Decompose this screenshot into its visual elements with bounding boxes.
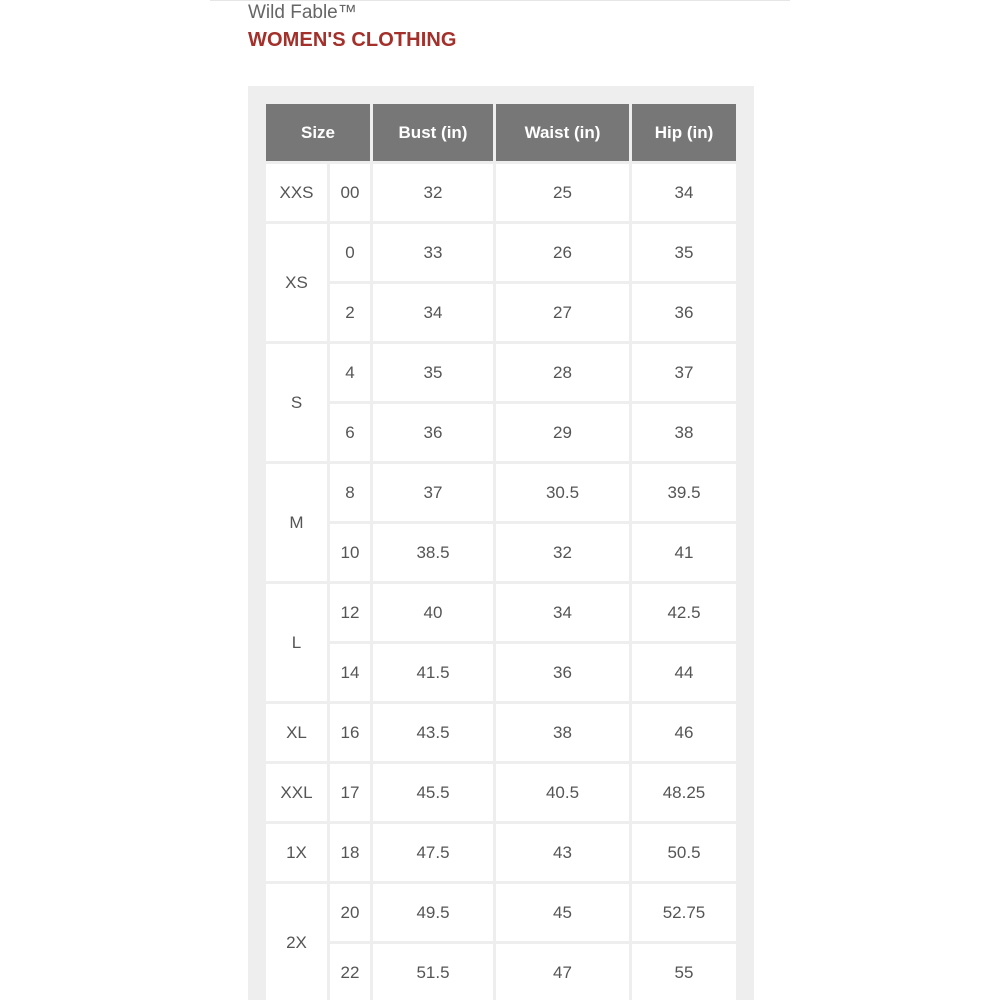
waist-cell: 26: [496, 224, 629, 281]
hip-cell: 44: [632, 644, 736, 701]
table-row: [266, 824, 736, 881]
waist-cell: 45: [496, 884, 629, 941]
size-table: [263, 101, 739, 1000]
category-title: WOMEN'S CLOTHING: [248, 29, 457, 51]
table-row: [266, 704, 736, 761]
waist-cell: 38: [496, 704, 629, 761]
numeric-size-cell: 00: [330, 164, 370, 221]
size-table-header-row: [266, 104, 736, 161]
bust-cell: 49.5: [373, 884, 493, 941]
numeric-size-cell: 10: [330, 524, 370, 581]
numeric-size-cell: 14: [330, 644, 370, 701]
hip-cell: 48.25: [632, 764, 736, 821]
numeric-size-cell: 20: [330, 884, 370, 941]
table-row: [266, 164, 736, 221]
hip-cell: 35: [632, 224, 736, 281]
brand-name: Wild Fable™: [248, 2, 357, 23]
bust-cell: 51.5: [373, 944, 493, 1000]
numeric-size-cell: 16: [330, 704, 370, 761]
table-row: [266, 764, 736, 821]
table-row: [266, 584, 736, 641]
column-header-bust: Bust (in): [373, 104, 493, 161]
top-divider: [210, 0, 790, 1]
numeric-size-cell: 17: [330, 764, 370, 821]
hip-cell: 55: [632, 944, 736, 1000]
bust-cell: 32: [373, 164, 493, 221]
bust-cell: 43.5: [373, 704, 493, 761]
size-label-cell: L: [266, 584, 327, 701]
hip-cell: 37: [632, 344, 736, 401]
column-header-size: Size: [266, 104, 370, 161]
table-row: [266, 404, 736, 461]
size-label-cell: XL: [266, 704, 327, 761]
table-row: [266, 224, 736, 281]
bust-cell: 36: [373, 404, 493, 461]
table-row: [266, 644, 736, 701]
hip-cell: 42.5: [632, 584, 736, 641]
waist-cell: 40.5: [496, 764, 629, 821]
bust-cell: 37: [373, 464, 493, 521]
column-header-waist: Waist (in): [496, 104, 629, 161]
size-label-cell: XXL: [266, 764, 327, 821]
hip-cell: 52.75: [632, 884, 736, 941]
bust-cell: 41.5: [373, 644, 493, 701]
bust-cell: 45.5: [373, 764, 493, 821]
size-label-cell: XXS: [266, 164, 327, 221]
waist-cell: 32: [496, 524, 629, 581]
hip-cell: 50.5: [632, 824, 736, 881]
waist-cell: 29: [496, 404, 629, 461]
size-label-cell: 2X: [266, 884, 327, 1000]
hip-cell: 41: [632, 524, 736, 581]
table-row: [266, 944, 736, 1000]
waist-cell: 43: [496, 824, 629, 881]
table-row: [266, 284, 736, 341]
bust-cell: 33: [373, 224, 493, 281]
waist-cell: 34: [496, 584, 629, 641]
numeric-size-cell: 18: [330, 824, 370, 881]
size-label-cell: S: [266, 344, 327, 461]
numeric-size-cell: 4: [330, 344, 370, 401]
bust-cell: 34: [373, 284, 493, 341]
size-label-cell: 1X: [266, 824, 327, 881]
numeric-size-cell: 2: [330, 284, 370, 341]
table-row: [266, 464, 736, 521]
numeric-size-cell: 12: [330, 584, 370, 641]
numeric-size-cell: 22: [330, 944, 370, 1000]
bust-cell: 35: [373, 344, 493, 401]
column-header-hip: Hip (in): [632, 104, 736, 161]
numeric-size-cell: 6: [330, 404, 370, 461]
size-label-cell: M: [266, 464, 327, 581]
table-row: [266, 884, 736, 941]
waist-cell: 27: [496, 284, 629, 341]
bust-cell: 47.5: [373, 824, 493, 881]
hip-cell: 34: [632, 164, 736, 221]
table-row: [266, 344, 736, 401]
bust-cell: 38.5: [373, 524, 493, 581]
hip-cell: 46: [632, 704, 736, 761]
table-row: [266, 524, 736, 581]
hip-cell: 39.5: [632, 464, 736, 521]
waist-cell: 30.5: [496, 464, 629, 521]
waist-cell: 47: [496, 944, 629, 1000]
size-label-cell: XS: [266, 224, 327, 341]
hip-cell: 36: [632, 284, 736, 341]
waist-cell: 25: [496, 164, 629, 221]
numeric-size-cell: 8: [330, 464, 370, 521]
waist-cell: 36: [496, 644, 629, 701]
numeric-size-cell: 0: [330, 224, 370, 281]
bust-cell: 40: [373, 584, 493, 641]
hip-cell: 38: [632, 404, 736, 461]
waist-cell: 28: [496, 344, 629, 401]
